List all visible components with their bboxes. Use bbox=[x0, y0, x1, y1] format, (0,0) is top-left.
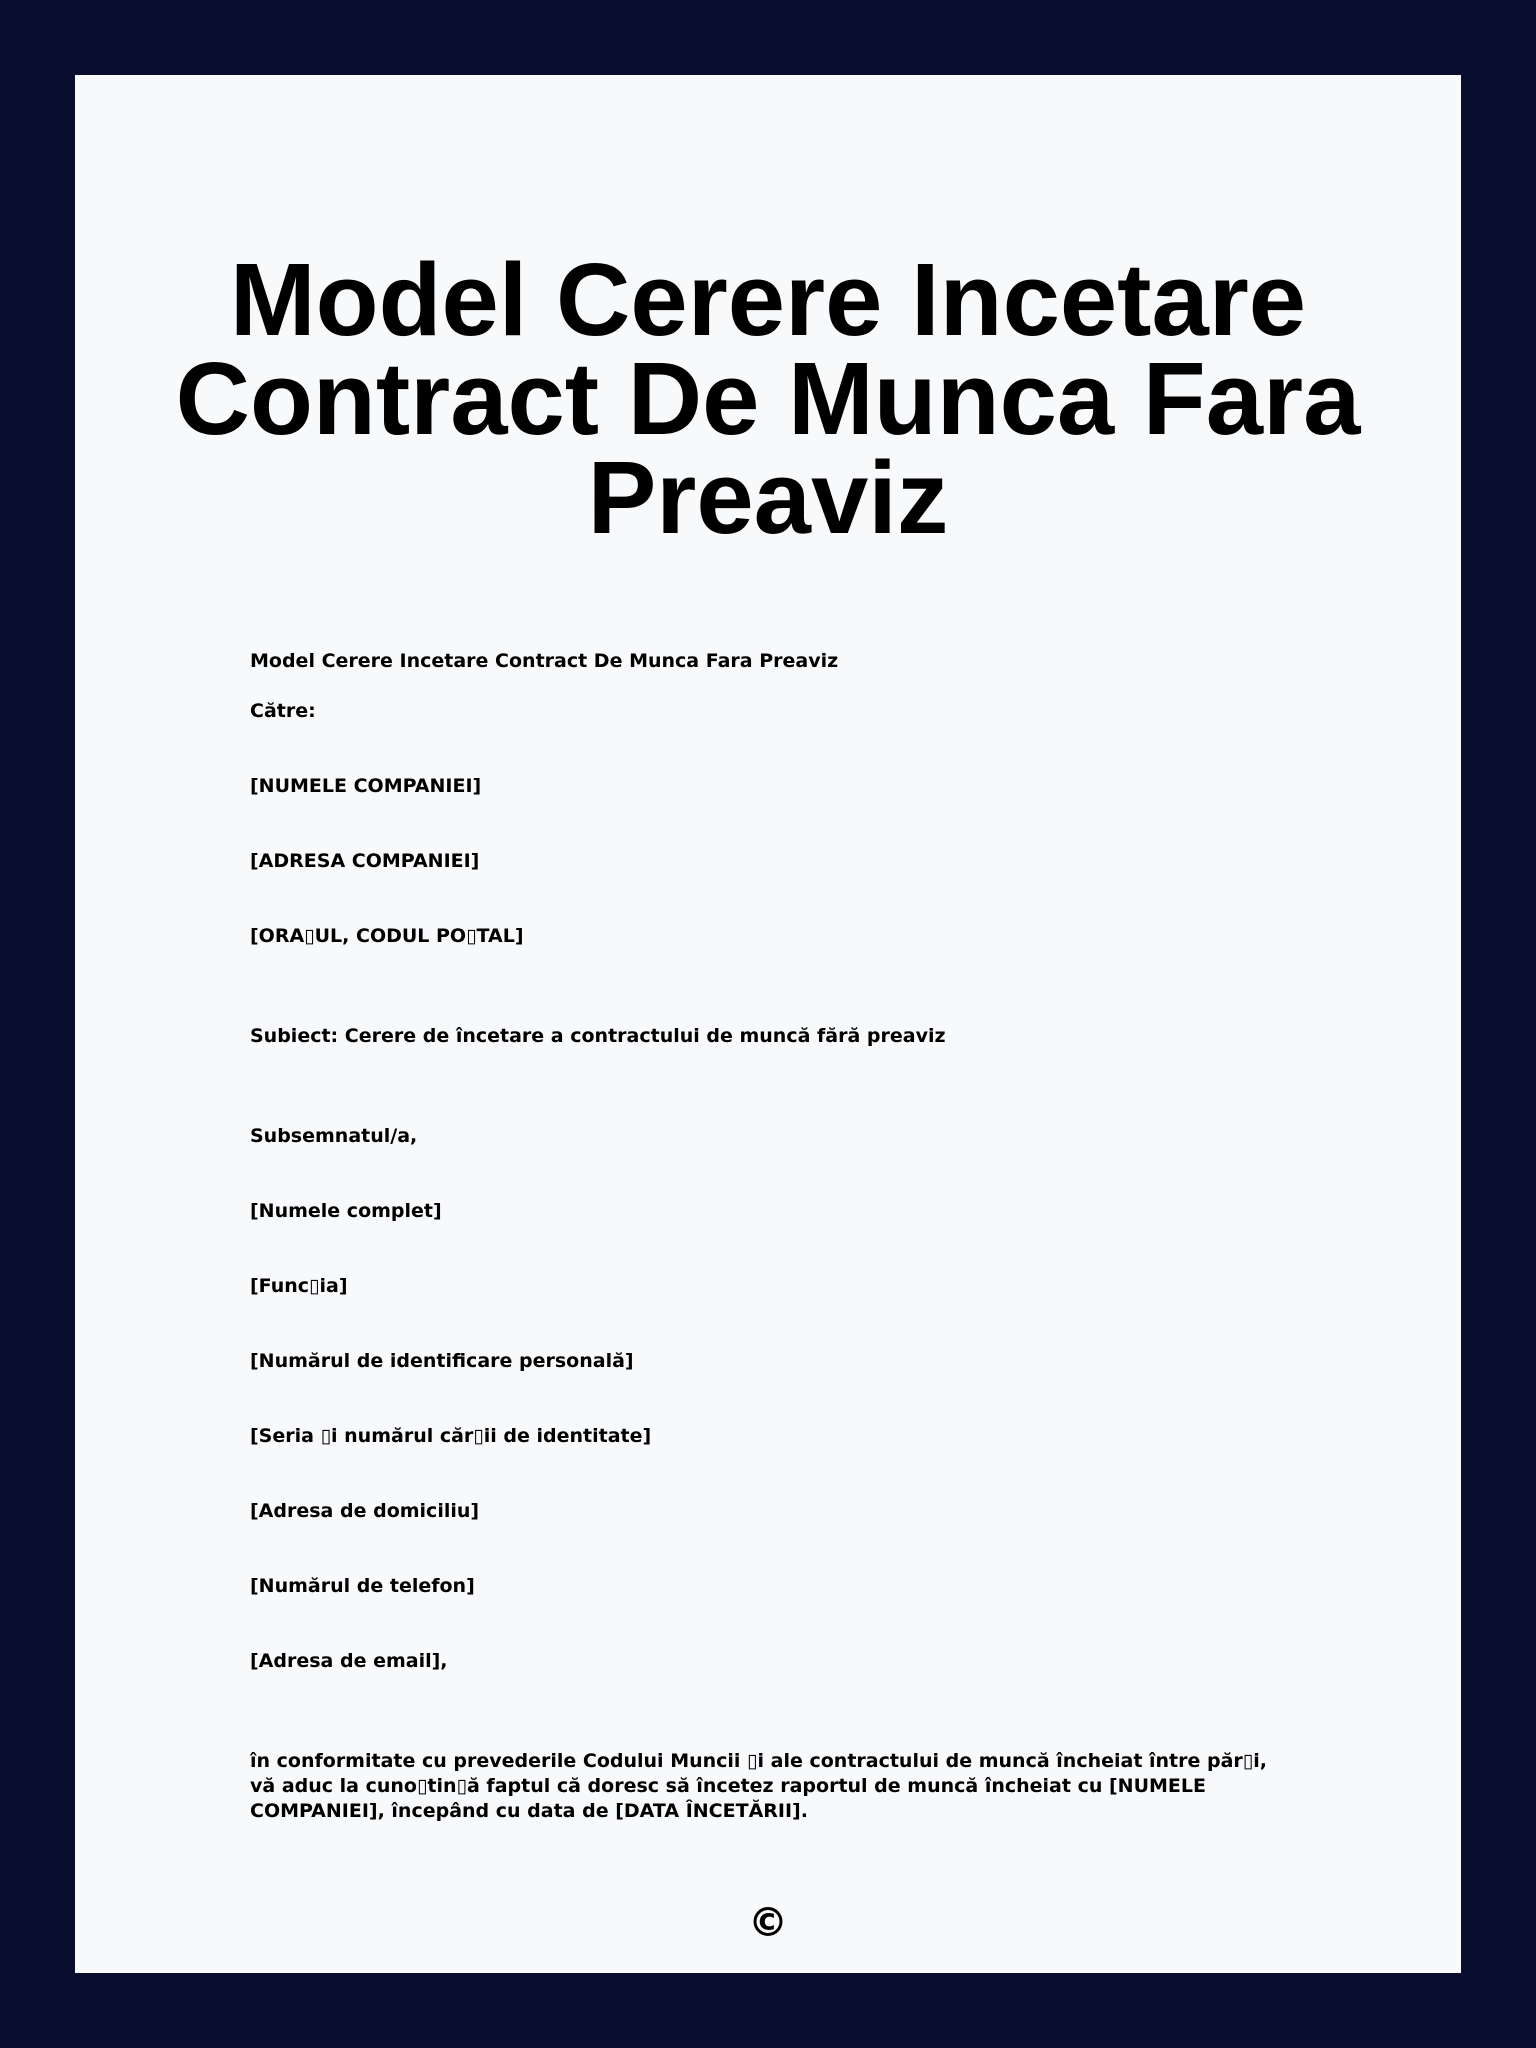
document-page bbox=[75, 75, 1461, 1973]
company-address-placeholder: [ADRESA COMPANIEI] bbox=[250, 850, 480, 872]
position-placeholder: [Func▯ia] bbox=[250, 1275, 348, 1297]
full-name-placeholder: [Numele complet] bbox=[250, 1200, 442, 1222]
page-title: Model Cerere Incetare Contract De Munca Fara Preaviz bbox=[175, 242, 1361, 555]
personal-id-placeholder: [Numărul de identificare personală] bbox=[250, 1350, 634, 1372]
undersigned-label: Subsemnatul/a, bbox=[250, 1125, 418, 1147]
email-placeholder: [Adresa de email], bbox=[250, 1650, 448, 1672]
phone-placeholder: [Numărul de telefon] bbox=[250, 1575, 475, 1597]
home-address-placeholder: [Adresa de domiciliu] bbox=[250, 1500, 480, 1522]
body-paragraph: în conformitate cu prevederile Codului Muncii ▯i ale contractului de muncă încheiat între păr▯i, vă aduc la cuno▯tin▯ă faptul că doresc să încetez raportul de muncă încheiat cu [NUMELE COMPANIEI], începând cu data de [DATA ÎNCETĂRII]. bbox=[250, 1750, 1267, 1822]
subject-line: Subiect: Cerere de încetare a contractului de muncă fără preaviz bbox=[250, 1025, 946, 1047]
company-name-placeholder: [NUMELE COMPANIEI] bbox=[250, 775, 482, 797]
copyright-icon: © bbox=[748, 1900, 788, 1946]
id-card-placeholder: [Seria ▯i numărul căr▯ii de identitate] bbox=[250, 1425, 652, 1447]
document-heading: Model Cerere Incetare Contract De Munca Fara Preaviz bbox=[250, 650, 839, 672]
recipient-label: Către: bbox=[250, 700, 316, 722]
city-postcode-placeholder: [ORA▯UL, CODUL PO▯TAL] bbox=[250, 925, 524, 947]
